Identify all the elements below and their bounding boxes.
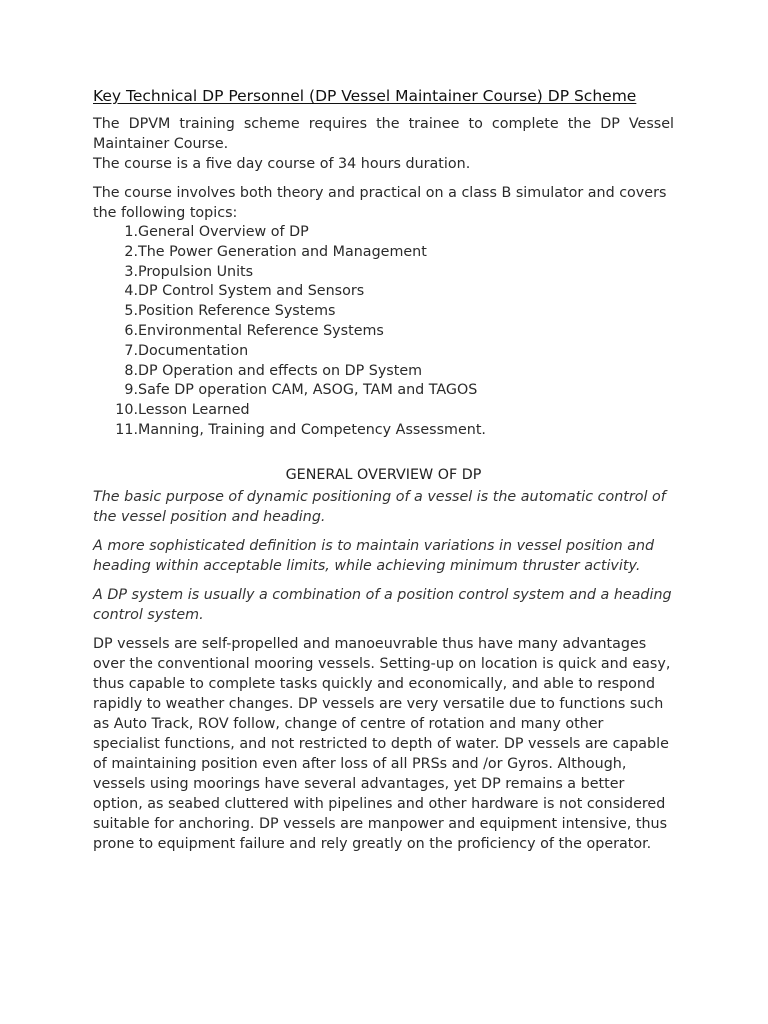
italic-paragraph-1: The basic purpose of dynamic positioning of a vessel is the automatic control of the vessel position and heading. xyxy=(93,488,666,525)
list-item: 4. DP Control System and Sensors xyxy=(124,283,365,300)
list-item: 6. Environmental Reference Systems xyxy=(124,322,384,339)
list-item: 2. The Power Generation and Management xyxy=(124,243,427,260)
intro-line-2: The course is a five day course of 34 hours duration. xyxy=(93,156,471,172)
list-item: 7. Documentation xyxy=(124,342,249,359)
italic-paragraph-3: A DP system is usually a combination of a position control system and a heading control system. xyxy=(93,586,672,623)
list-item: 11. Manning, Training and Competency Assessment. xyxy=(115,421,486,438)
list-item: 5. Position Reference Systems xyxy=(124,303,336,320)
document-page xyxy=(93,86,674,854)
document-title: Key Technical DP Personnel (DP Vessel Maintainer Course) DP Scheme xyxy=(93,87,637,105)
section-heading: GENERAL OVERVIEW OF DP xyxy=(285,466,482,483)
list-item: 9. Safe DP operation CAM, ASOG, TAM and TAGOS xyxy=(124,382,478,399)
topics-list xyxy=(93,223,674,441)
list-item: 3. Propulsion Units xyxy=(124,263,254,280)
intro-line-1: The DPVM training scheme requires the trainee to complete the DP Vessel Maintainer Course. xyxy=(93,116,674,152)
list-item: 8. DP Operation and effects on DP System xyxy=(124,362,423,379)
list-item: 10. Lesson Learned xyxy=(115,402,250,419)
italic-paragraph-2: A more sophisticated definition is to maintain variations in vessel position and heading within acceptable limits, while achieving minimum thruster activity. xyxy=(93,537,655,574)
body-paragraph: DP vessels are self-propelled and manoeuvrable thus have many advantages over the conventional mooring vessels. Setting-up on location is quick and easy, thus capable to complete tasks quickly and economically, and able to respond rapidly to weather changes. DP vessels are very versatile due to functions such as Auto Track, ROV follow, change of centre of rotation and many other specialist functions, and not restricted to depth of water. DP vessels are capable of maintaining position even after loss of all PRSs and /or Gyros. Although, vessels using moorings have several advantages, yet DP remains a better option, as seabed cluttered with pipelines and other hardware is not considered suitable for anchoring. DP vessels are manpower and equipment intensive, thus prone to equipment failure and rely greatly on the proficiency of the operator. xyxy=(93,635,671,852)
intro-paragraph xyxy=(93,114,674,174)
list-item: 1. General Overview of DP xyxy=(124,224,309,240)
topics-intro: The course involves both theory and practical on a class B simulator and covers the following topics: xyxy=(93,185,667,221)
